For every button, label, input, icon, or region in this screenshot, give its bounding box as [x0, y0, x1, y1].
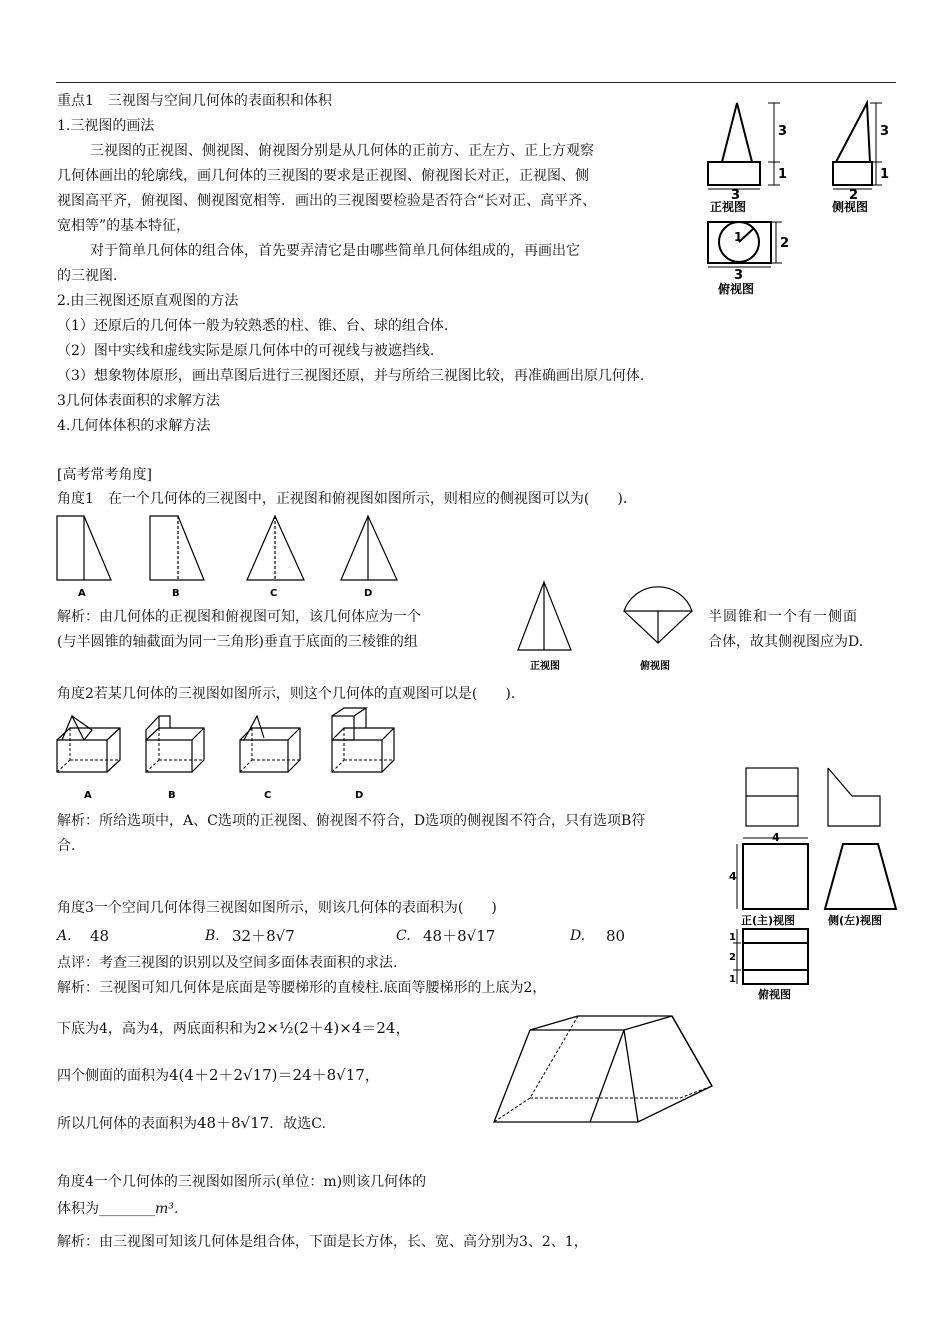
angle3-sol2-math: 2×½(2＋4)×4＝24， — [256, 1019, 411, 1037]
angle3-option-d: D. — [570, 928, 586, 944]
dim-3-side: 3 — [880, 124, 890, 139]
angle4-question-line2 — [57, 1199, 188, 1219]
angle3-solution-line3 — [57, 1065, 380, 1086]
angle3-option-b: B. — [205, 928, 220, 944]
angle3-option-c-value: 48＋8√17 — [423, 927, 496, 945]
top-view-label: 俯视图 — [718, 282, 755, 296]
s1-p2-line2: 的三视图． — [57, 268, 127, 284]
angle1-solution-line2: (与半圆锥的轴截面为同一三角形)垂直于底面的三棱锥的组 — [57, 634, 418, 650]
s2-item-3: （3）想象物体原形，画出草图后进行三视图还原，并与所给三视图比较，再准确画出原几何体. — [57, 368, 645, 384]
angle1-options-figure — [54, 513, 404, 613]
angle3-prism-figure — [490, 1012, 730, 1127]
angle3-sol3-math: 4(4＋2＋2√17)＝24＋8√17， — [169, 1066, 380, 1084]
angle2-option-d-label: D — [355, 790, 364, 801]
s2-item-2: （2）图中实线和虚线实际是原几何体中的可视线与被遮挡线. — [57, 343, 435, 359]
angle4-answer-blank: 体积为________ — [57, 1201, 155, 1217]
front-view-label: 正视图 — [710, 200, 747, 214]
angle2-option-c-label: C — [264, 790, 272, 801]
angle4-unit: m³． — [155, 1201, 188, 1217]
angle3-sol2-text: 下底为4，高为4，两底面积和为 — [57, 1021, 257, 1037]
angle4-solution: 解析：由三视图可知该几何体是组合体，下面是长方体，长、宽、高分别为3、2、1， — [57, 1234, 588, 1250]
section-3-title: 3几何体表面积的求解方法 — [57, 393, 220, 409]
dim-3-top: 3 — [734, 268, 744, 283]
section-2-title: 2.由三视图还原直观图的方法 — [57, 293, 239, 309]
gaokao-angle-title: [高考常考角度] — [57, 467, 152, 483]
s1-p1-line2: 几何体画出的轮廓线，画几何体的三视图的要求是正视图、俯视图长对正，正视图、侧 — [57, 168, 589, 184]
angle3-sol4-tail: ．故选C. — [269, 1116, 326, 1132]
angle3-solution-line4 — [57, 1113, 326, 1134]
angle3-front-label: 正(主)视图 — [741, 914, 796, 927]
dim-1-front: 1 — [778, 167, 788, 182]
dim-3-bottom: 3 — [731, 188, 741, 203]
angle3-solution-line2 — [57, 1018, 410, 1039]
angle3-top-label: 俯视图 — [758, 988, 791, 1001]
s1-p1-line3: 视图高平齐，俯视图、侧视图宽相等．画出的三视图要检验是否符合“长对正、高平齐、 — [57, 193, 597, 209]
angle3-sol4-text: 所以几何体的表面积为 — [57, 1116, 197, 1132]
s1-p1-line4: 宽相等”的基本特征， — [57, 218, 191, 234]
dim-2-side: 2 — [849, 188, 859, 203]
angle3-dim-2: 2 — [729, 952, 736, 963]
angle3-option-c: C. — [396, 928, 411, 944]
angle3-question: 角度3一个空间几何体得三视图如图所示，则该几何体的表面积为( ) — [57, 900, 497, 916]
section-1-title: 1.三视图的画法 — [57, 118, 155, 134]
dim-3-front: 3 — [778, 124, 788, 139]
side-view-label: 侧视图 — [832, 200, 869, 214]
angle3-solution-line1: 解析：三视图可知几何体是底面是等腰梯形的直棱柱.底面等腰梯形的上底为2， — [57, 980, 547, 996]
dim-1-radius: 1 — [734, 230, 743, 244]
angle1-given-views — [510, 577, 700, 677]
angle2-options-figure — [52, 710, 402, 810]
angle3-option-a-value: 48 — [90, 927, 110, 945]
angle3-review: 点评：考查三视图的识别以及空间多面体表面积的求法. — [57, 955, 398, 971]
option-b-label: B — [172, 588, 180, 599]
dim-1-side: 1 — [880, 167, 890, 182]
angle3-dim-1a: 1 — [729, 932, 736, 943]
angle1-solution-right1: 半圆锥和一个有一侧面 — [708, 609, 858, 625]
top-rule — [56, 82, 896, 83]
angle2-option-a-label: A — [84, 790, 92, 801]
angle4-question-line1: 角度4一个几何体的三视图如图所示(单位：m)则该几何体的 — [57, 1174, 427, 1190]
option-c-label: C — [270, 588, 278, 599]
angle1-question: 角度1 在一个几何体的三视图中，正视图和俯视图如图所示，则相应的侧视图可以为( )． — [57, 491, 637, 507]
dim-2-top: 2 — [780, 236, 790, 251]
angle1-solution-right2: 合体，故其侧视图应为D. — [708, 634, 864, 650]
angle3-side-label: 侧(左)视图 — [828, 914, 883, 927]
angle3-dim-1b: 1 — [729, 974, 736, 985]
angle3-option-a: A. — [57, 928, 72, 944]
angle2-option-b-label: B — [168, 790, 176, 801]
three-view-figure-top — [700, 95, 900, 305]
angle3-dim-4-side: 4 — [729, 870, 737, 883]
section-heading: 重点1 三视图与空间几何体的表面积和体积 — [57, 93, 332, 109]
angle2-question: 角度2若某几何体的三视图如图所示，则这个几何体的直观图可以是( )． — [57, 686, 525, 702]
angle1-top-label: 俯视图 — [640, 661, 670, 672]
angle2-solution-line2: 合. — [57, 838, 76, 854]
s1-p2-line1: 对于简单几何体的组合体，首先要弄清它是由哪些简单几何体组成的，再画出它 — [90, 243, 580, 259]
angle1-front-label: 正视图 — [530, 661, 560, 672]
angle3-dim-4-top: 4 — [772, 831, 780, 844]
angle3-sol3-text: 四个侧面的面积为 — [57, 1068, 169, 1084]
section-4-title: 4.几何体体积的求解方法 — [57, 418, 211, 434]
angle3-three-view-figure — [728, 832, 903, 1014]
option-d-label: D — [364, 588, 373, 599]
option-a-label: A — [78, 588, 86, 599]
angle3-sol4-math: 48＋8√17 — [197, 1114, 270, 1132]
angle2-solution-line1: 解析：所给选项中，A、C选项的正视图、俯视图不符合，D选项的侧视图不符合，只有选项B符 — [57, 813, 646, 829]
angle3-option-b-value: 32＋8√7 — [232, 927, 295, 945]
angle2-given-views — [744, 766, 884, 836]
angle3-option-d-value: 80 — [606, 927, 626, 945]
s2-item-1: （1）还原后的几何体一般为较熟悉的柱、锥、台、球的组合体. — [57, 318, 449, 334]
s1-p1-line1: 三视图的正视图、侧视图、俯视图分别是从几何体的正前方、正左方、正上方观察 — [90, 143, 594, 159]
angle1-solution-line1: 解析：由几何体的正视图和俯视图可知，该几何体应为一个 — [57, 609, 421, 625]
